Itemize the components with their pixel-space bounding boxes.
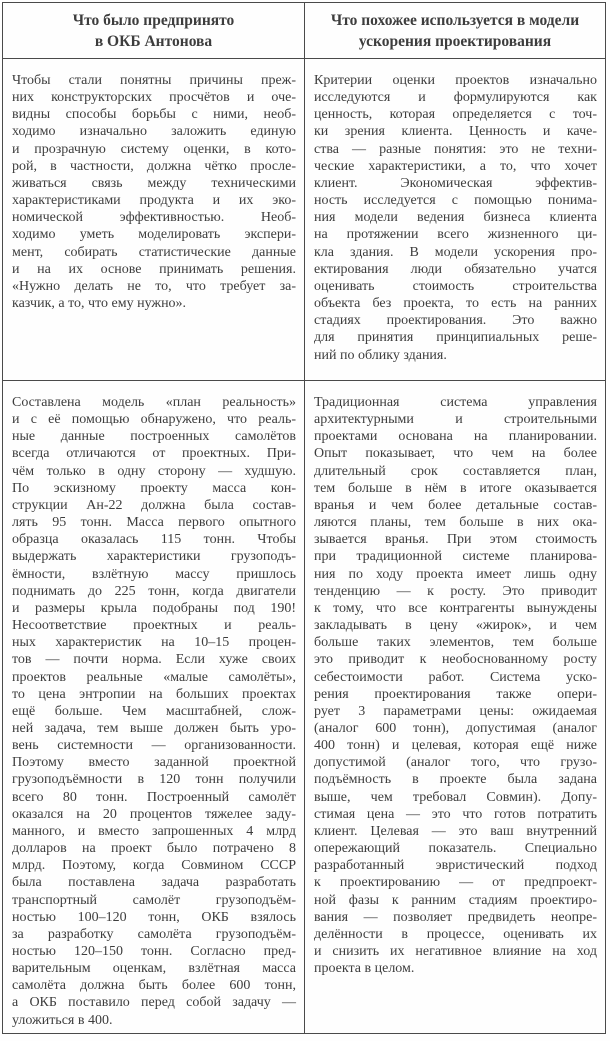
cell-row1-left [3,59,304,380]
text-line: номической эффективностью. Необ- [12,210,296,226]
text-line: это приводит к необоснованному росту [314,652,597,668]
text-line: манного, и вместо запрошенных 4 млрд [12,823,296,839]
text-line: в ОКБ Антонова [94,32,213,50]
text-line: и размеры крыла подобраны под 190! [12,600,296,616]
text-line: была поставлена задача разработать [12,875,296,891]
text-line: Что похожее используется в модели [330,12,580,29]
text-line: ки зрения клиента. Ценность и каче- [314,124,597,140]
header-cell-okb-antonov [3,3,304,58]
text-line: и с её помощью обнаружено, что реаль- [12,412,296,428]
text-line: объекта без проекта, то есть на ранних [314,296,597,312]
text-line: лять 95 тонн. Масса первого опытного [12,515,296,531]
text-line: ностью 120–150 тонн. Согласно пред- [12,944,296,959]
text-line: тем больше в нём в итоге оказывается [314,480,597,496]
text-line: всего 80 тонн. Построенный самолёт [12,789,296,805]
text-line: чём только в одну сторону — худшую. [12,463,296,479]
text-line: ходимо изначально заложить единую [12,124,296,140]
text-line: ходимо уметь моделировать экспери- [12,227,296,243]
text-line: больше таких элементов, тем больше [314,635,597,651]
header-cell-acceleration-model [304,3,605,58]
cell-row2-right [304,381,605,1033]
text-line: архитектурными и строительными [314,412,597,428]
text-line: Опыт показывает, что чем на более [314,446,597,462]
text-line: варительным оценкам, взлётная масса [12,961,296,977]
text-line: транспортный самолёт грузоподъём- [12,892,296,908]
text-line: вранья и чем более детальные состав- [314,497,597,513]
text-line: вень системности — организованности. [12,738,296,754]
text-line: ектирования люди обязательно учатся [314,261,597,277]
text-line: зывается вранья. При этом стоимость [314,532,597,548]
text-line: уложиться в 400. [12,1012,113,1028]
text-line: длительный срок составляется план, [314,463,597,479]
text-line: ной фазы к ранним стадиям проектиро- [314,892,597,908]
text-line: кла здания. В модели ускорения про- [314,244,597,260]
text-line: поднимать до 225 тонн, когда двигатели [12,583,296,599]
text-line: выдержать характеристики грузоподъ- [12,549,296,565]
text-line: ностью 100–120 тонн, ОКБ взялось [12,909,296,925]
text-line: вания — позволяет предвидеть неопре- [314,909,597,925]
text-line: оказался на 20 процентов тяжелее заду- [12,806,296,822]
text-line: казчик, а то, что ему нужно». [12,296,187,312]
text-line: ещё больше. Чем масштабней, слож- [12,703,296,719]
text-line: тенденцию — к росту. Это приводит [314,583,597,599]
text-line: проектов реальные «малые самолёты», [12,669,296,685]
text-line: клиент. Экономическая эффектив- [314,175,597,191]
text-line: ценность, которая определяется с точ- [314,107,597,123]
text-line: них конструкторских просчётов и оче- [12,90,296,106]
text-line: долларов на проект было потрачено 8 [12,841,296,857]
text-line: самолёта должна быть более 600 тонн, [12,978,296,994]
text-line: допустимой (аналог того, что грузо- [314,755,597,771]
text-line: ляются планы, тем больше в них ока- [314,515,597,531]
text-line: а ОКБ поставило перед собой задачу — [12,995,296,1011]
text-line: к тому, что все контрагенты вынуждены [314,600,597,616]
text-line: подъёмность в проекте была задана [314,772,597,788]
cell-row1-right [304,59,605,380]
text-line: за разработку самолёта грузоподъём- [12,926,296,942]
text-line: мент, собирать статистические данные [12,244,296,260]
text-line: исследуются и формулируются как [314,90,597,106]
text-line: закладывать в цену «жирок», и чем [314,618,597,634]
text-line: стимая цена — это что готов потратить [314,806,597,822]
cell-row2-left [3,381,304,1033]
text-line: всегда отличаются от проектных. При- [12,446,296,462]
text-line: и прозрачную систему оценки, в кото- [12,141,296,157]
text-line: рой, в частности, должна чётко просле- [12,158,296,174]
text-line: 400 тонн) и целевая, которая ещё ниже [314,738,597,754]
text-line: живаться связь между техническими [12,175,296,191]
text-line: проекта в целом. [314,961,415,977]
text-line: ных характеристик на 10–15 процен- [12,635,296,651]
text-line: к проектированию — от предпроект- [314,875,597,891]
text-line: делённости в процессе, оценивать их [314,926,597,942]
text-line: на протяжении всего жизненного ци- [314,227,597,243]
text-line: Поэтому вместо заданной проектной [12,755,296,771]
text-line: проектами основана на планировании. [314,429,597,445]
text-line: характеристиками продукта и их эко- [12,193,296,209]
text-line: выше, чем требовал Совмин). Допу- [314,789,597,805]
text-line: и на их основе принимать решения. [12,261,296,277]
text-line: По эскизному проекту масса кон- [12,480,296,496]
text-line: Чтобы стали понятны причины преж- [12,73,296,88]
text-line: Несоответствие проектных и реаль- [12,618,296,634]
text-line: опережающий показатель. Специально [314,841,597,857]
text-line: «Нужно делать не то, что требует за- [12,278,296,294]
text-line: оценивать стоимость строительства [314,278,597,294]
text-line: разработанный эвристический подход [314,858,597,874]
text-line: ность исследуется с помощью понима- [314,193,597,209]
text-line: тов — почти норма. Если хуже своих [12,652,296,668]
text-line: ческие характеристики, а то, что хочет [314,158,597,174]
text-line: ства — разные понятия: это не техни- [314,141,597,157]
text-line: при традиционной системе планирова- [314,549,597,565]
text-line: себестоимости работ. Система уско- [314,669,597,685]
text-line: для принятия принципиальных реше- [314,330,597,346]
text-line: ний по облику здания. [314,347,447,363]
text-line: ускорения проектирования [358,32,552,50]
text-line: Составлена модель «план реальность» [12,395,296,410]
table-row-plan-reality-model [3,380,605,1033]
text-line: клиент. Целевая — это ваш внутренний [314,823,597,839]
text-line: Критерии оценки проектов изначально [314,73,597,88]
text-line: грузоподъёмности в 120 тонн получили [12,772,296,788]
text-line: то цена энтропии на больших проектах [12,686,296,702]
text-line: и снизить их негативное влияние на ход [314,944,597,959]
comparison-table [2,2,606,1034]
text-line: образца оказалась 115 тонн. Чтобы [12,532,296,548]
text-line: ные данные построенных самолётов [12,429,296,445]
text-line: видны способы борьбы с ними, необ- [12,107,296,123]
text-line: рует 3 параметрами цены: ожидаемая [314,703,597,719]
text-line: ней задача, тем выше должен быть уро- [12,720,296,736]
text-line: Традиционная система управления [314,395,597,410]
text-line: ния модели ведения бизнеса клиента [314,210,597,226]
text-line: ёмности, взлётную массу пришлось [12,566,296,582]
text-line: струкции Ан-22 должна была состав- [12,497,296,513]
text-line: (аналог 600 тонн), допустимая (аналог [314,720,597,736]
table-header-row [3,3,605,58]
text-line: Что было предпринято [72,12,235,29]
text-line: рения проектирования также опери- [314,686,597,702]
table-row-evaluation-system [3,58,605,380]
text-line: млрд. Поэтому, когда Совмином СССР [12,858,296,874]
text-line: ния по ходу проекта имеет лишь одну [314,566,597,582]
text-line: стадиях проектирования. Это важно [314,313,597,329]
